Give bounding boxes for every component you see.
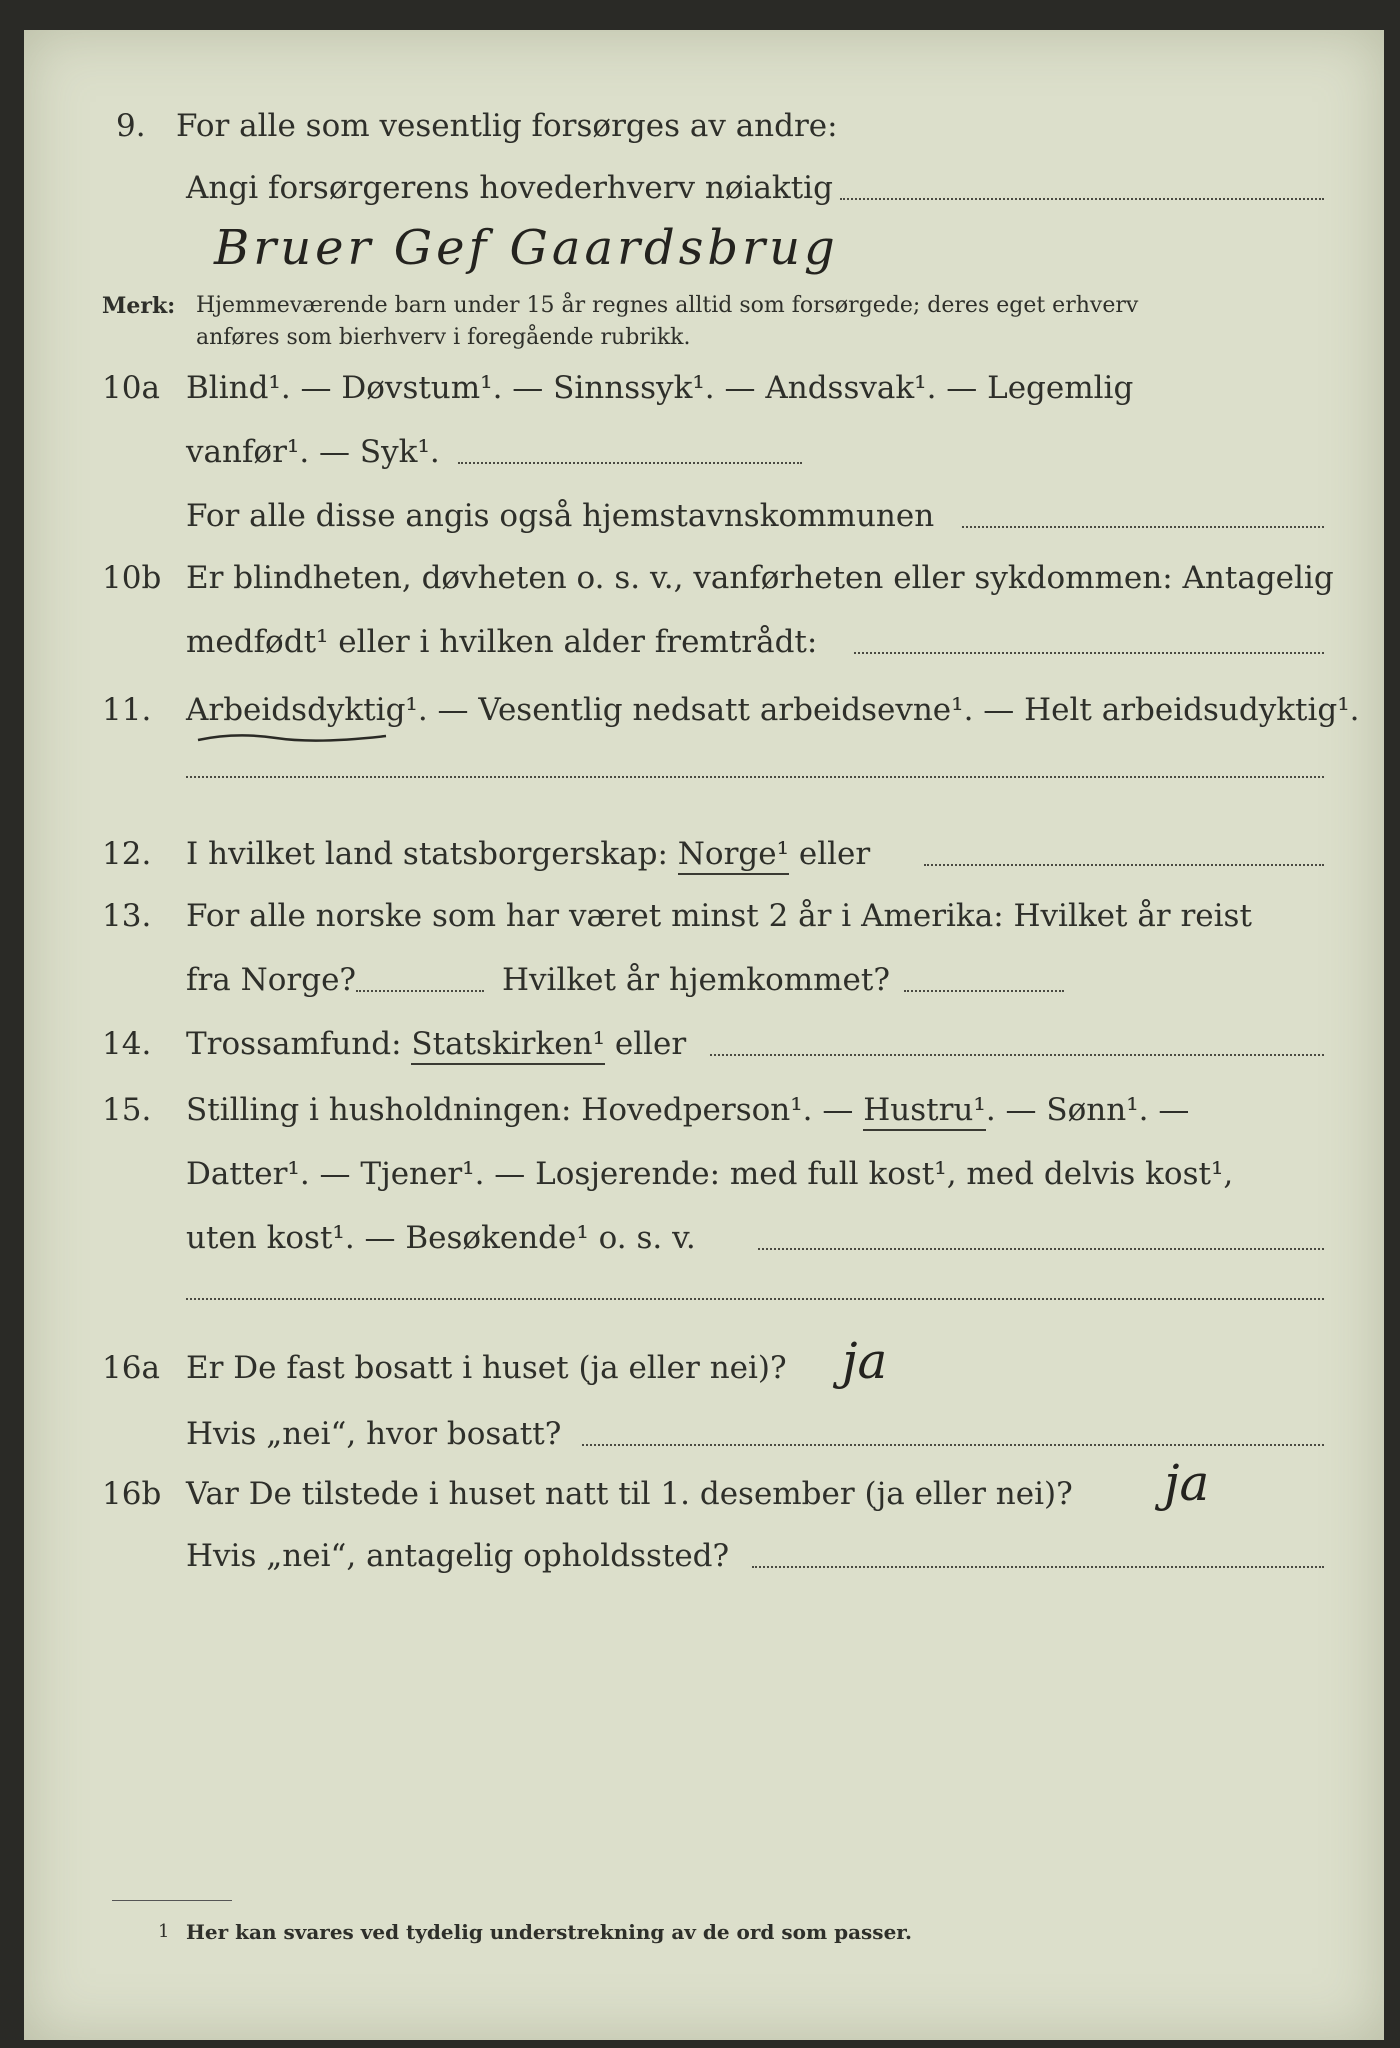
q9-answer-line xyxy=(840,198,1324,200)
q10b-answer-line xyxy=(854,652,1324,654)
q10a-hometown-line xyxy=(962,526,1324,528)
q11-underline-mark xyxy=(196,730,396,750)
q12-line xyxy=(186,836,870,872)
q16b-line1: Var De tilstede i huset natt til 1. desember (ja eller nei)? xyxy=(186,1476,1073,1512)
q10b-number: 10b xyxy=(102,560,162,596)
q11-option-arbeidsdyktig: Arbeidsdyktig¹. xyxy=(186,692,428,728)
q11-rest: — Vesentlig nedsatt arbeidsevne¹. — Helt arbeidsudyktig¹. xyxy=(427,692,1360,728)
q13-hjemkommet-line xyxy=(904,990,1064,992)
merk-line1: Hjemmeværende barn under 15 år regnes alltid som forsørgede; deres eget erhverv xyxy=(196,293,1139,318)
footnote-rule xyxy=(112,1900,232,1901)
footnote-text: Her kan svares ved tydelig understrekning av de ord som passer. xyxy=(186,1920,912,1944)
q13-reist-line xyxy=(356,990,484,992)
q15-line3: uten kost¹. — Besøkende¹ o. s. v. xyxy=(186,1220,696,1256)
q10a-number: 10a xyxy=(102,370,160,406)
footnote-marker: 1 xyxy=(158,1921,170,1942)
q16a-number: 16a xyxy=(102,1350,160,1386)
q14-number: 14. xyxy=(102,1026,152,1062)
q10a-answer-line xyxy=(458,462,802,464)
q16b-number: 16b xyxy=(102,1476,162,1512)
q15-line1-suffix: . — Sønn¹. — xyxy=(985,1092,1190,1128)
q12-answer-line xyxy=(924,864,1324,866)
q14-line xyxy=(186,1026,686,1062)
q9-question-line1: For alle som vesentlig forsørges av andre: xyxy=(176,108,838,144)
q9-handwritten-answer: Bruer Gef Gaardsbrug xyxy=(214,220,839,276)
q10a-line2: vanfør¹. — Syk¹. xyxy=(186,434,440,470)
q10a-line1: Blind¹. — Døvstum¹. — Sinnssyk¹. — Andssvak¹. — Legemlig xyxy=(186,370,1134,406)
q11-blank-line xyxy=(186,776,1324,778)
q10b-line2: medfødt¹ eller i hvilken alder fremtrådt: xyxy=(186,624,818,660)
q14-answer-line xyxy=(710,1054,1324,1056)
q16a-line1: Er De fast bosatt i huset (ja eller nei)? xyxy=(186,1350,787,1386)
q16a-answer-line xyxy=(582,1444,1324,1446)
q16b-answer-line xyxy=(752,1566,1324,1568)
q13-line2a: fra Norge? xyxy=(186,962,357,998)
q9-question-line2: Angi forsørgerens hovederhverv nøiaktig xyxy=(186,170,833,206)
census-form-page xyxy=(24,30,1384,2040)
q13-line1: For alle norske som har været minst 2 år i Amerika: Hvilket år reist xyxy=(186,898,1252,934)
q11-line xyxy=(186,692,1360,728)
q13-line2b: Hvilket år hjemkommet? xyxy=(502,962,890,998)
q15-option-hustru: Hustru¹ xyxy=(863,1092,986,1131)
merk-line2: anføres som bierhverv i foregående rubrikk. xyxy=(196,325,691,350)
q14-option-statskirken: Statskirken¹ xyxy=(411,1026,605,1065)
q15-answer-line xyxy=(758,1248,1324,1250)
q14-prefix: Trossamfund: xyxy=(186,1026,412,1062)
q15-blank-line xyxy=(186,1298,1324,1300)
q15-line2: Datter¹. — Tjener¹. — Losjerende: med full kost¹, med delvis kost¹, xyxy=(186,1156,1234,1192)
q12-prefix: I hvilket land statsborgerskap: xyxy=(186,836,678,872)
q9-number: 9. xyxy=(116,108,146,144)
q13-number: 13. xyxy=(102,898,152,934)
q16a-line2: Hvis „nei“, hvor bosatt? xyxy=(186,1416,562,1452)
q10b-line1: Er blindheten, døvheten o. s. v., vanførheten eller sykdommen: Antagelig xyxy=(186,560,1334,596)
q11-number: 11. xyxy=(102,692,152,728)
q12-option-norge: Norge¹ xyxy=(678,836,789,875)
q16b-handwritten-answer: ja xyxy=(1164,1454,1210,1512)
q16b-line2: Hvis „nei“, antagelig opholdssted? xyxy=(186,1538,730,1574)
q15-number: 15. xyxy=(102,1092,152,1128)
q16a-handwritten-answer: ja xyxy=(842,1332,888,1390)
q14-suffix: eller xyxy=(605,1026,687,1062)
q12-number: 12. xyxy=(102,836,152,872)
merk-label: Merk: xyxy=(102,293,176,319)
q15-line1 xyxy=(186,1092,1189,1128)
q10a-line3: For alle disse angis også hjemstavnskommunen xyxy=(186,498,935,534)
q15-line1-prefix: Stilling i husholdningen: Hovedperson¹. — xyxy=(186,1092,864,1128)
q12-suffix: eller xyxy=(789,836,871,872)
